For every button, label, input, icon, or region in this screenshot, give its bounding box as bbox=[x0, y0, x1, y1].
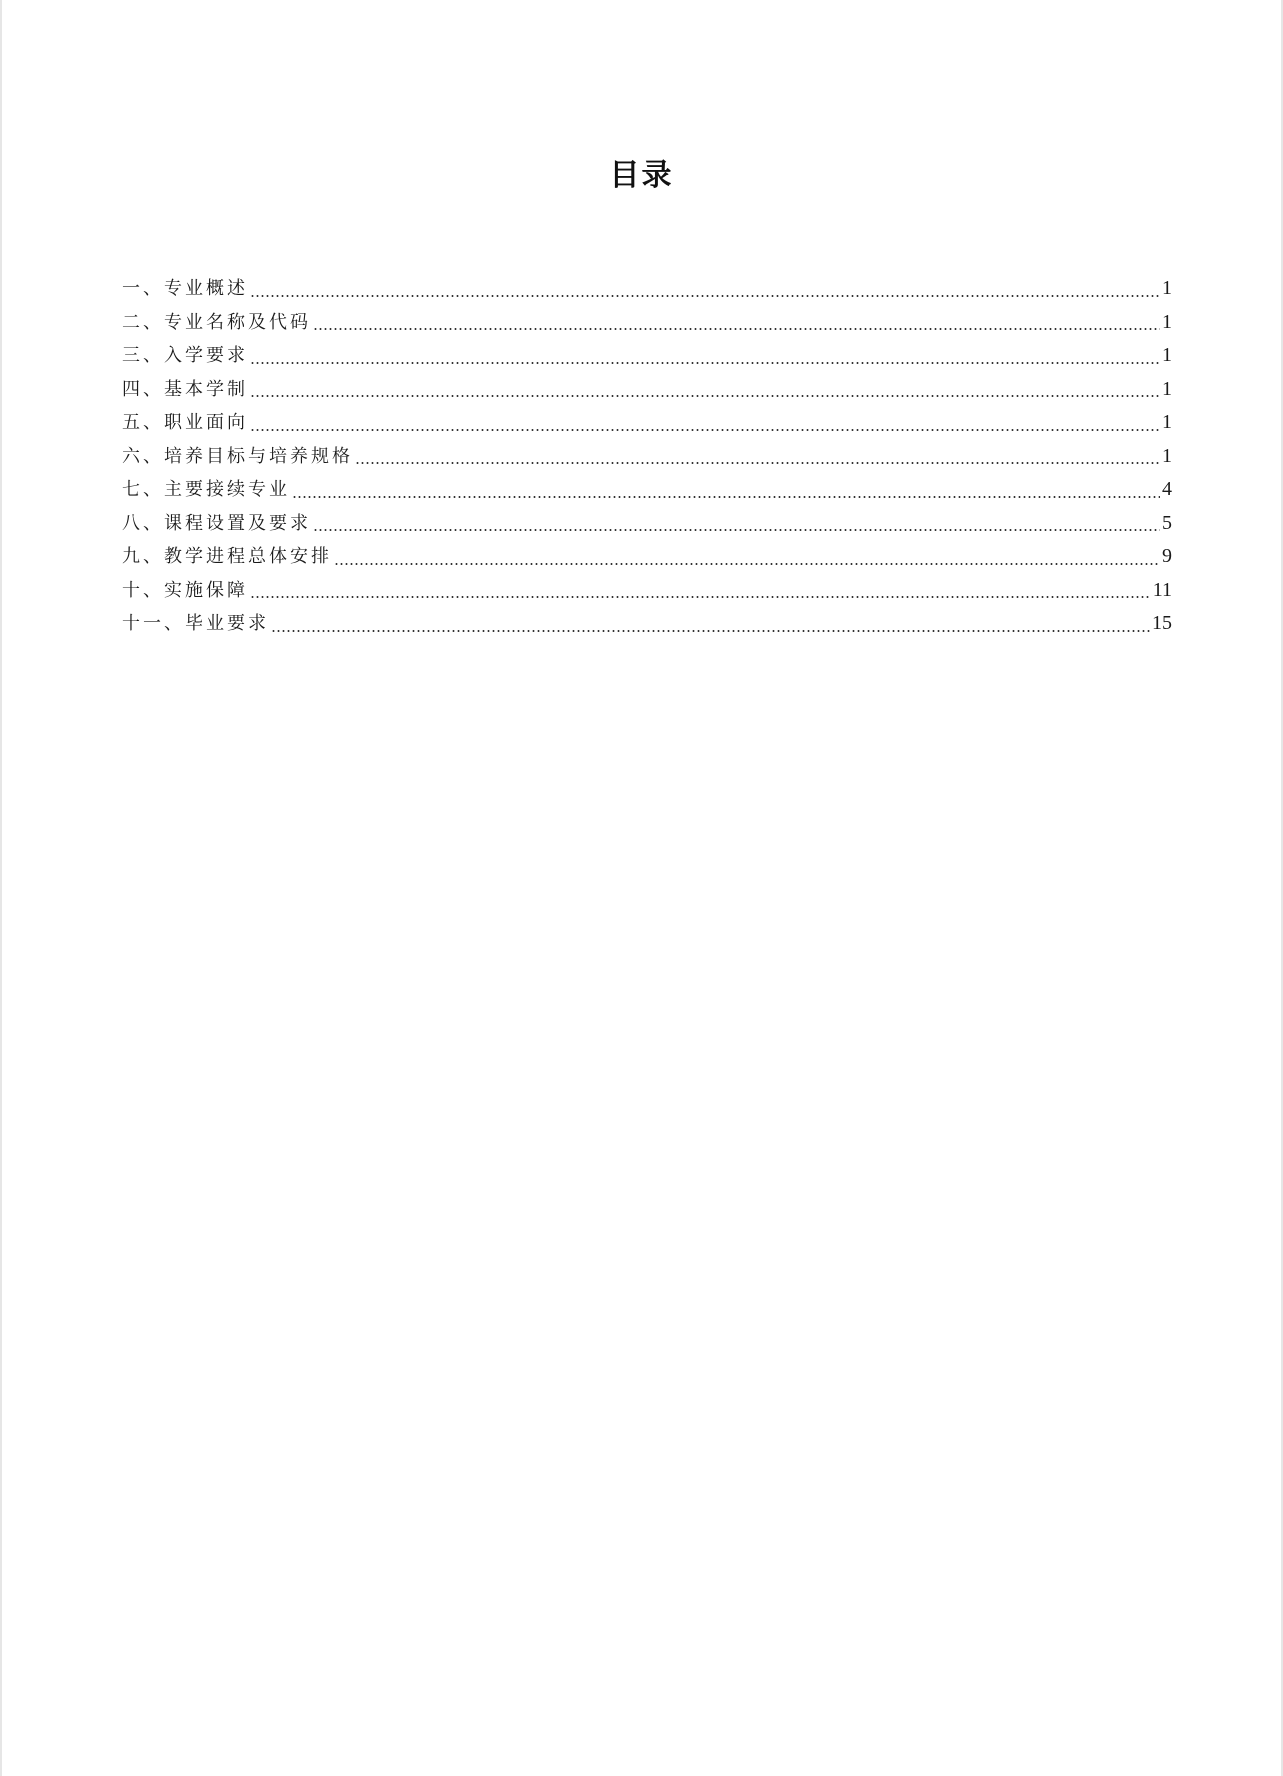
toc-entry-page-number: 5 bbox=[1162, 511, 1172, 534]
toc-entry-page-number: 1 bbox=[1162, 344, 1172, 366]
toc-entry-label: 五、职业面向 bbox=[122, 412, 248, 433]
dot-leader bbox=[334, 563, 1160, 565]
toc-entry-page-number: 4 bbox=[1162, 478, 1172, 500]
toc-entry-page-number: 1 bbox=[1162, 277, 1172, 299]
table-of-contents bbox=[122, 272, 1172, 641]
toc-entry-page-number: 15 bbox=[1152, 612, 1172, 634]
toc-entry-label: 三、入学要求 bbox=[122, 345, 248, 366]
toc-entry-label: 四、基本学制 bbox=[122, 378, 248, 400]
toc-entry-label: 六、培养目标与培养规格 bbox=[122, 445, 353, 467]
dot-leader bbox=[250, 295, 1160, 297]
toc-entry[interactable] bbox=[122, 272, 1172, 306]
toc-entry-label: 七、主要接续专业 bbox=[122, 479, 290, 500]
dot-leader bbox=[250, 362, 1160, 364]
toc-entry[interactable] bbox=[122, 373, 1172, 407]
toc-entry-page-number: 1 bbox=[1162, 377, 1172, 400]
toc-entry[interactable] bbox=[122, 306, 1172, 340]
dot-leader bbox=[250, 429, 1160, 431]
toc-entry-label: 九、教学进程总体安排 bbox=[122, 546, 332, 567]
dot-leader bbox=[250, 596, 1151, 598]
dot-leader bbox=[313, 529, 1160, 531]
toc-entry-page-number: 1 bbox=[1162, 411, 1172, 433]
toc-entry-label: 八、课程设置及要求 bbox=[122, 512, 311, 534]
dot-leader bbox=[250, 395, 1160, 397]
toc-entry[interactable] bbox=[122, 607, 1172, 641]
toc-entry[interactable] bbox=[122, 540, 1172, 574]
toc-entry[interactable] bbox=[122, 406, 1172, 440]
dot-leader bbox=[271, 630, 1150, 632]
toc-entry[interactable] bbox=[122, 507, 1172, 541]
toc-entry[interactable] bbox=[122, 339, 1172, 373]
page-title: 目录 bbox=[609, 158, 674, 193]
toc-entry-page-number: 1 bbox=[1162, 310, 1172, 333]
toc-entry-label: 一、专业概述 bbox=[122, 278, 248, 299]
toc-entry[interactable] bbox=[122, 440, 1172, 474]
toc-entry[interactable] bbox=[122, 574, 1172, 608]
dot-leader bbox=[292, 496, 1160, 498]
toc-entry-label: 十一、毕业要求 bbox=[122, 613, 269, 634]
dot-leader bbox=[313, 328, 1160, 330]
dot-leader bbox=[355, 462, 1160, 464]
toc-entry-page-number: 11 bbox=[1152, 578, 1172, 601]
toc-entry-page-number: 1 bbox=[1162, 444, 1172, 467]
toc-entry-label: 二、专业名称及代码 bbox=[122, 311, 311, 333]
toc-entry[interactable] bbox=[122, 473, 1172, 507]
toc-entry-label: 十、实施保障 bbox=[122, 579, 248, 601]
toc-entry-page-number: 9 bbox=[1162, 545, 1172, 567]
